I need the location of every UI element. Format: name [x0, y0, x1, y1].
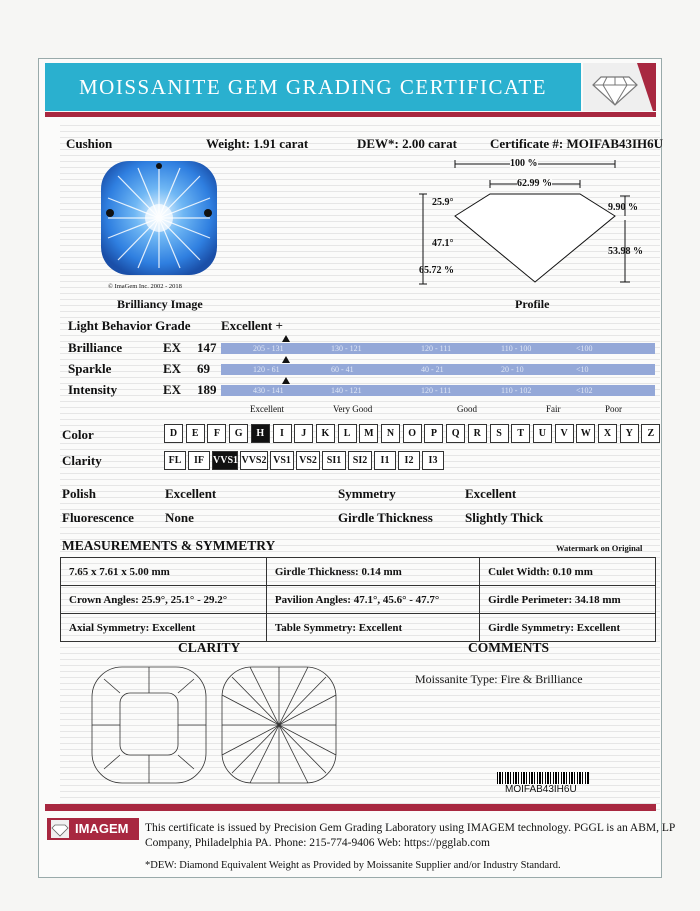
lb-scale-label: 60 - 41 [331, 365, 354, 374]
clarity-grade-cell: VS1 [270, 451, 294, 470]
measurement-row [61, 586, 656, 614]
color-grade-cell: G [229, 424, 248, 443]
color-grade-cell: T [511, 424, 530, 443]
fluorescence-value: None [165, 510, 194, 525]
brilliancy-image [98, 158, 220, 278]
lb-scale-bar-1 [221, 364, 655, 375]
clarity-grade-cell: VS2 [296, 451, 320, 470]
clarity-grade-cell: SI1 [322, 451, 346, 470]
dew-label: DEW*: 2.00 carat [357, 136, 458, 151]
fluorescence-label: Fluorescence [62, 510, 134, 525]
lb-grade-1: EX [163, 361, 182, 376]
certificate-number: Certificate #: MOIFAB43IH6U [490, 136, 664, 151]
clarity-grade-cell: IF [188, 451, 210, 470]
measurement-cell: Girdle Symmetry: Excellent [480, 614, 656, 642]
comments-title: COMMENTS [468, 640, 549, 655]
color-grade-cell: M [359, 424, 378, 443]
pavilion-depth: 53.98 % [608, 246, 643, 257]
footer-bar [45, 804, 656, 811]
clarity-grade-cell: I1 [374, 451, 396, 470]
clarity-grade-cell: I3 [422, 451, 444, 470]
lb-grade-0: EX [163, 340, 182, 355]
lb-scale-label: 130 - 121 [331, 344, 362, 353]
crown-angle: 25.9° [432, 197, 454, 208]
brilliancy-caption: Brilliancy Image [117, 297, 203, 311]
color-grade-cell: H [251, 424, 270, 443]
lb-scale-label: 120 - 111 [421, 344, 452, 353]
barcode-text: MOIFAB43IH6U [505, 784, 577, 795]
header-underline [45, 112, 656, 117]
watermark-note: Watermark on Original [556, 543, 643, 553]
measurement-row [61, 614, 656, 642]
scale-grade-label: Fair [546, 404, 561, 414]
color-grade-cell: S [490, 424, 509, 443]
polish-value: Excellent [165, 486, 217, 501]
clarity-grade-cell: VVS1 [212, 451, 238, 470]
color-label: Color [62, 427, 94, 442]
symmetry-value: Excellent [465, 486, 517, 501]
measurement-cell: Table Symmetry: Excellent [266, 614, 479, 642]
lb-value-1: 69 [197, 361, 210, 376]
measurement-cell: Pavilion Angles: 47.1°, 45.6° - 47.7° [266, 586, 479, 614]
color-grade-cell: Z [641, 424, 660, 443]
barcode [497, 772, 589, 784]
symmetry-label: Symmetry [338, 486, 396, 501]
color-grade-cell: F [207, 424, 226, 443]
lb-scale-label: 120 - 61 [253, 365, 280, 374]
scale-grade-label: Poor [605, 404, 623, 414]
imagem-diamond-icon [51, 820, 69, 838]
lb-scale-label: 40 - 21 [421, 365, 444, 374]
lb-scale-label: 430 - 141 [253, 386, 284, 395]
header-banner [45, 63, 581, 111]
lb-value-2: 189 [197, 382, 217, 397]
polish-label: Polish [62, 486, 96, 501]
measurements-title: MEASUREMENTS & SYMMETRY [62, 538, 276, 553]
light-behavior-grade: Excellent + [221, 318, 283, 333]
lb-scale-label: 120 - 111 [421, 386, 452, 395]
scale-grade-label: Very Good [333, 404, 373, 414]
lb-scale-label: 110 - 102 [501, 386, 532, 395]
color-grade-cell: X [598, 424, 617, 443]
certificate-title: MOISSANITE GEM GRADING CERTIFICATE [79, 75, 547, 99]
measurement-row [61, 558, 656, 586]
footer-dew-note: *DEW: Diamond Equivalent Weight as Provided by Moissanite Supplier and/or Industry Standard. [145, 860, 561, 871]
diamond-logo-icon [583, 63, 656, 111]
color-grade-cell: L [338, 424, 357, 443]
clarity-grade-cell: VVS2 [240, 451, 268, 470]
color-grade-cell: W [576, 424, 595, 443]
lb-scale-label: <100 [576, 344, 593, 353]
comments-text: Moissanite Type: Fire & Brilliance [415, 672, 583, 686]
table2-percent: 62.99 % [517, 178, 552, 189]
shape-label: Cushion [66, 136, 113, 151]
scale-grade-label: Good [457, 404, 477, 414]
lb-scale-label: 140 - 121 [331, 386, 362, 395]
clarity-grade-cell: SI2 [348, 451, 372, 470]
color-grade-cell: V [555, 424, 574, 443]
measurement-cell: Crown Angles: 25.9°, 25.1° - 29.2° [61, 586, 267, 614]
clarity-plot-pavilion [220, 665, 338, 785]
lb-scale-label: <102 [576, 386, 593, 395]
clarity-plot-crown [90, 665, 208, 785]
imagem-brand: IMAGEM [75, 821, 129, 836]
clarity-section-title: CLARITY [178, 640, 241, 655]
imagem-logo [47, 818, 139, 840]
light-behavior-label: Light Behavior Grade [68, 318, 191, 333]
lb-scale-label: 205 - 131 [253, 344, 284, 353]
scale-grade-label: Excellent [250, 404, 284, 414]
lb-value-0: 147 [197, 340, 217, 355]
table-percent: 100 % [510, 158, 538, 169]
measurement-cell: Culet Width: 0.10 mm [480, 558, 656, 586]
clarity-grade-cell: I2 [398, 451, 420, 470]
measurement-cell: Girdle Perimeter: 34.18 mm [480, 586, 656, 614]
clarity-label: Clarity [62, 453, 102, 468]
total-depth: 65.72 % [419, 265, 454, 276]
pavilion-angle: 47.1° [432, 238, 454, 249]
color-grade-cell: J [294, 424, 313, 443]
profile-caption: Profile [515, 297, 550, 311]
footer-line-1: This certificate is issued by Precision Gem Grading Laboratory using IMAGEM technology. PGGL is an ABM, LP [145, 822, 676, 834]
crown-height: 9.90 % [608, 202, 638, 213]
image-copyright: © ImaGem Inc. 2002 - 2018 [108, 283, 182, 290]
lb-marker-icon [282, 335, 290, 342]
color-grade-cell: U [533, 424, 552, 443]
footer-line-2: Company, Philadelphia PA. Phone: 215-774-9406 Web: https://pgglab.com [145, 837, 490, 849]
lb-scale-label: 110 - 100 [501, 344, 532, 353]
color-grade-cell: Q [446, 424, 465, 443]
color-grade-cell: P [424, 424, 443, 443]
weight-label: Weight: 1.91 carat [206, 136, 309, 151]
color-grade-cell: R [468, 424, 487, 443]
color-grade-cell: D [164, 424, 183, 443]
color-grade-cell: K [316, 424, 335, 443]
girdle-label: Girdle Thickness [338, 510, 433, 525]
lb-scale-bar-2 [221, 385, 655, 396]
color-grade-cell: E [186, 424, 205, 443]
lb-grade-2: EX [163, 382, 182, 397]
lb-scale-bar-0 [221, 343, 655, 354]
lb-name-2: Intensity [68, 382, 118, 397]
lb-scale-label: 20 - 10 [501, 365, 524, 374]
lb-name-1: Sparkle [68, 361, 112, 376]
lb-marker-icon [282, 356, 290, 363]
lb-name-0: Brilliance [68, 340, 123, 355]
color-grade-cell: N [381, 424, 400, 443]
measurements-table [60, 557, 656, 642]
measurement-cell: Axial Symmetry: Excellent [61, 614, 267, 642]
lb-scale-label: <10 [576, 365, 589, 374]
color-grade-cell: O [403, 424, 422, 443]
girdle-value: Slightly Thick [465, 510, 544, 525]
measurement-cell: 7.65 x 7.61 x 5.00 mm [61, 558, 267, 586]
measurement-cell: Girdle Thickness: 0.14 mm [266, 558, 479, 586]
clarity-grade-cell: FL [164, 451, 186, 470]
color-grade-cell: I [273, 424, 292, 443]
color-grade-cell: Y [620, 424, 639, 443]
lb-marker-icon [282, 377, 290, 384]
